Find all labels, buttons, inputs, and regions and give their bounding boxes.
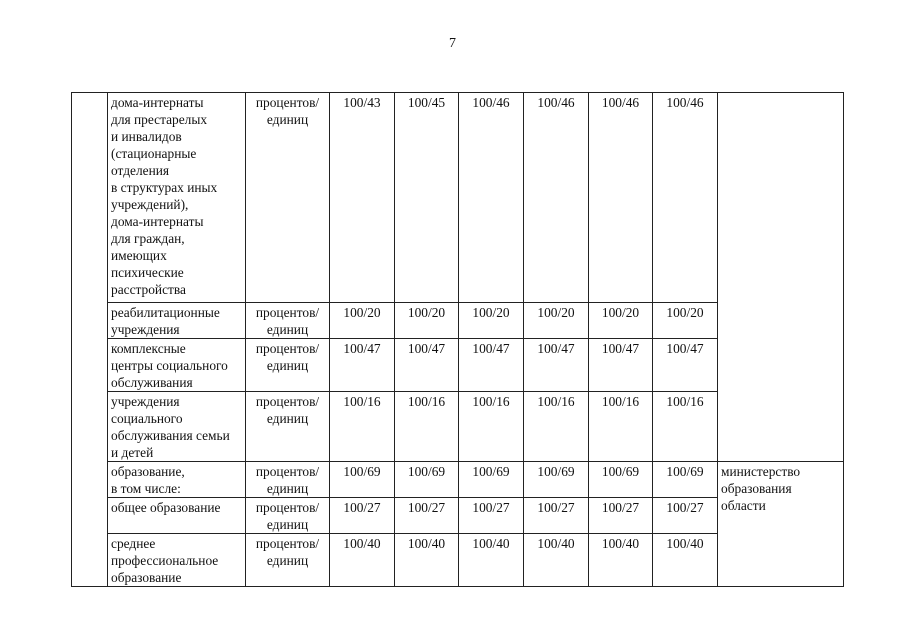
value-cell: 100/47 <box>459 339 524 392</box>
value-cell: 100/47 <box>653 339 718 392</box>
value-cell: 100/46 <box>524 93 589 303</box>
value-cell: 100/46 <box>589 93 653 303</box>
value-cell: 100/69 <box>589 462 653 498</box>
unit-cell: процентов/ единиц <box>246 534 330 587</box>
unit-cell: процентов/ единиц <box>246 498 330 534</box>
value-cell: 100/69 <box>330 462 395 498</box>
value-cell: 100/43 <box>330 93 395 303</box>
value-cell: 100/27 <box>330 498 395 534</box>
value-cell: 100/20 <box>589 303 653 339</box>
value-cell: 100/27 <box>459 498 524 534</box>
value-cell: 100/20 <box>459 303 524 339</box>
value-cell: 100/69 <box>524 462 589 498</box>
responsible-cell: министерство образования области <box>718 462 844 587</box>
unit-cell: процентов/ единиц <box>246 462 330 498</box>
value-cell: 100/16 <box>459 392 524 462</box>
value-cell: 100/47 <box>589 339 653 392</box>
value-cell: 100/16 <box>589 392 653 462</box>
unit-cell: процентов/ единиц <box>246 392 330 462</box>
value-cell: 100/47 <box>524 339 589 392</box>
row-name: общее образование <box>108 498 246 534</box>
row-name: образование, в том числе: <box>108 462 246 498</box>
page-number: 7 <box>449 36 456 51</box>
unit-cell: процентов/ единиц <box>246 339 330 392</box>
value-cell: 100/20 <box>330 303 395 339</box>
empty-cell <box>72 93 108 587</box>
value-cell: 100/40 <box>459 534 524 587</box>
value-cell: 100/27 <box>589 498 653 534</box>
row-name: среднее профессиональное образование <box>108 534 246 587</box>
unit-cell: процентов/ единиц <box>246 93 330 303</box>
value-cell: 100/16 <box>395 392 459 462</box>
value-cell: 100/40 <box>653 534 718 587</box>
indicator-table <box>71 92 844 587</box>
value-cell: 100/45 <box>395 93 459 303</box>
responsible-empty-cell <box>718 93 844 462</box>
value-cell: 100/40 <box>589 534 653 587</box>
value-cell: 100/16 <box>653 392 718 462</box>
value-cell: 100/27 <box>653 498 718 534</box>
value-cell: 100/69 <box>395 462 459 498</box>
value-cell: 100/20 <box>524 303 589 339</box>
table-row <box>72 93 844 303</box>
row-name: дома-интернаты для престарелых и инвалидов (стационарные отделения в структурах иных учреждений), дома-интернаты для граждан, имеющих психические расстройства <box>108 93 246 303</box>
value-cell: 100/47 <box>395 339 459 392</box>
value-cell: 100/16 <box>330 392 395 462</box>
value-cell: 100/27 <box>395 498 459 534</box>
row-name: комплексные центры социального обслуживания <box>108 339 246 392</box>
value-cell: 100/69 <box>459 462 524 498</box>
value-cell: 100/16 <box>524 392 589 462</box>
value-cell: 100/47 <box>330 339 395 392</box>
row-name: учреждения социального обслуживания семьи и детей <box>108 392 246 462</box>
value-cell: 100/40 <box>395 534 459 587</box>
value-cell: 100/46 <box>653 93 718 303</box>
value-cell: 100/40 <box>330 534 395 587</box>
value-cell: 100/69 <box>653 462 718 498</box>
row-name: реабилитационные учреждения <box>108 303 246 339</box>
value-cell: 100/27 <box>524 498 589 534</box>
table-row <box>72 462 844 498</box>
value-cell: 100/20 <box>395 303 459 339</box>
unit-cell: процентов/ единиц <box>246 303 330 339</box>
value-cell: 100/46 <box>459 93 524 303</box>
value-cell: 100/20 <box>653 303 718 339</box>
value-cell: 100/40 <box>524 534 589 587</box>
